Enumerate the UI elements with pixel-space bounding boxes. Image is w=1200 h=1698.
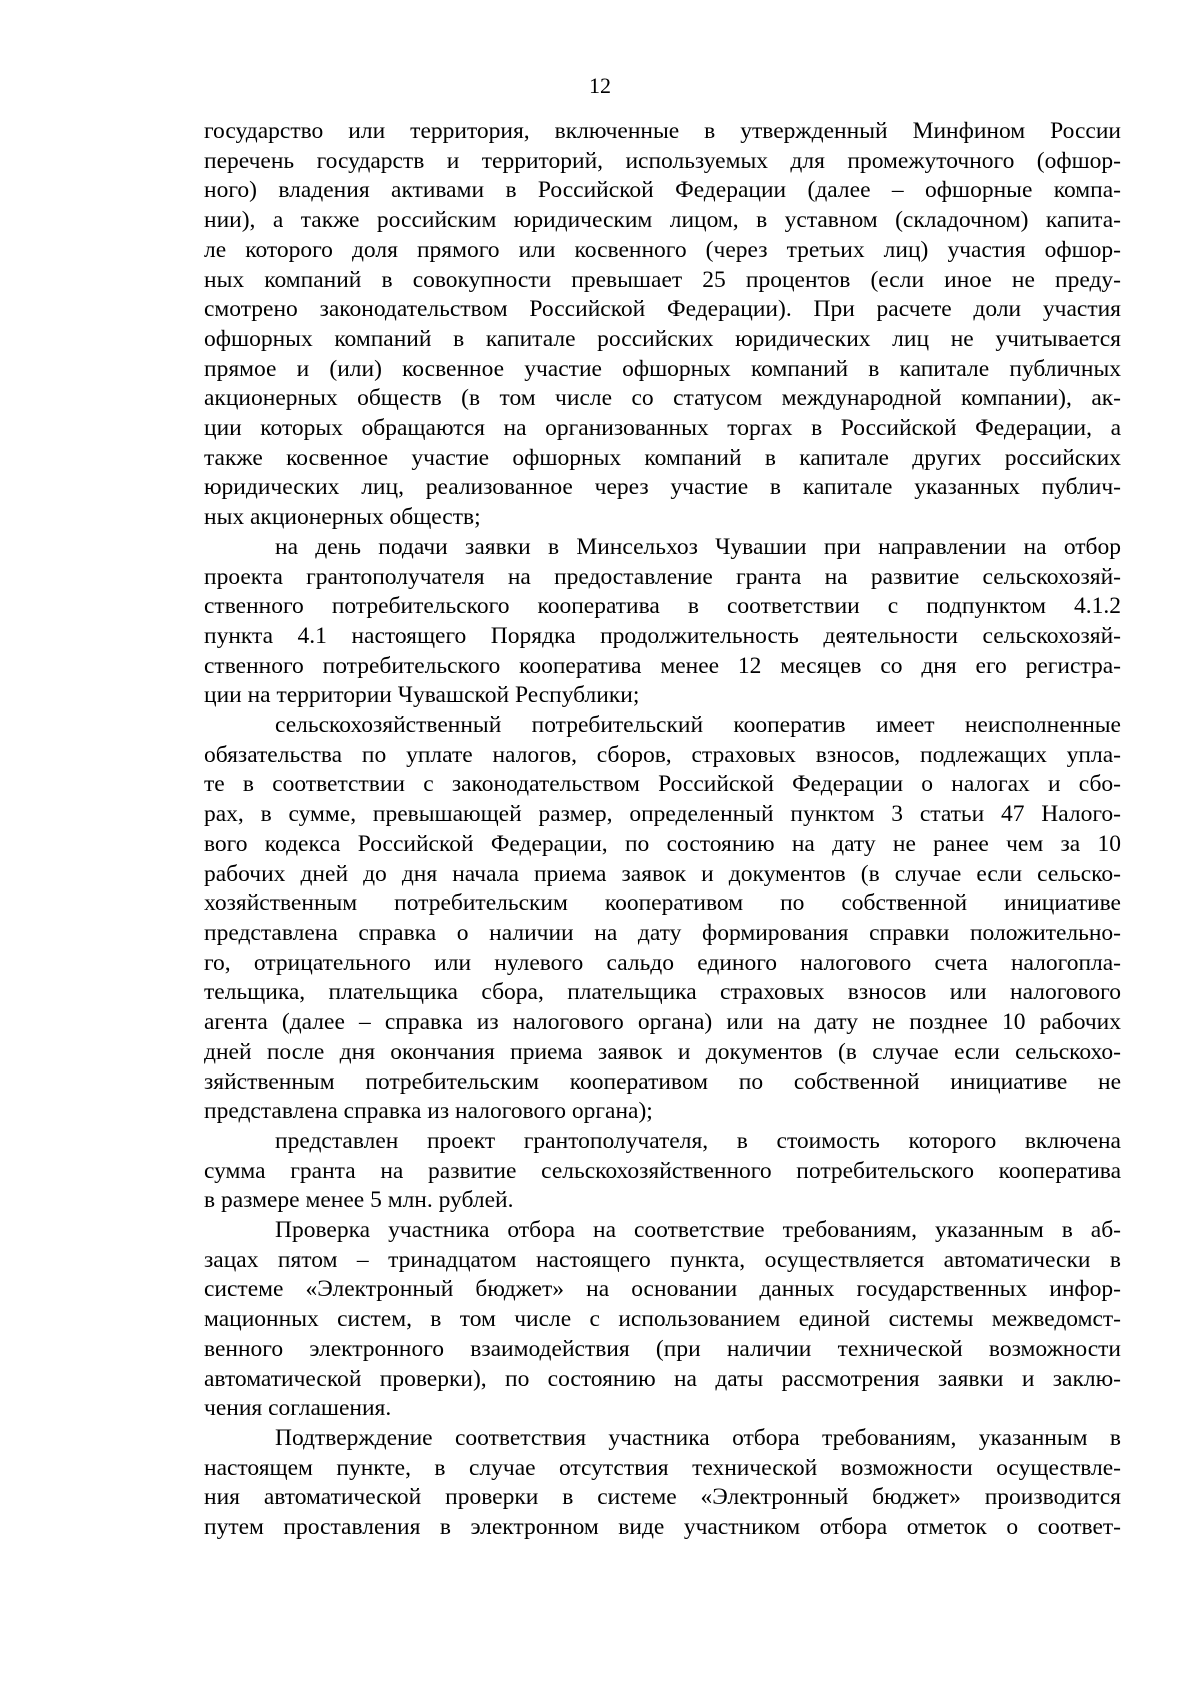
- text-line: проекта грантополучателя на предоставление гранта на развитие сельскохозяй-: [204, 563, 1121, 590]
- text-line: нии), а также российским юридическим лицом, в уставном (складочном) капита-: [204, 207, 1121, 234]
- text-line: хозяйственным потребительским кооперативом по собственной инициативе: [204, 890, 1121, 917]
- text-line: чения соглашения.: [204, 1395, 392, 1422]
- document-body: [204, 117, 1121, 1543]
- text-line: венного электронного взаимодействия (при наличии технической возможности: [204, 1335, 1121, 1362]
- text-line: мационных систем, в том числе с использованием единой системы межведомст-: [204, 1306, 1121, 1333]
- text-line: дней после дня окончания приема заявок и документов (в случае если сельскохо-: [204, 1038, 1121, 1065]
- text-line: в размере менее 5 млн. рублей.: [204, 1187, 514, 1214]
- text-line: тельщика, плательщика сбора, плательщика страховых взносов или налогового: [204, 979, 1121, 1006]
- paragraph: [204, 533, 1121, 711]
- text-line: вого кодекса Российской Федерации, по состоянию на дату не ранее чем за 10: [204, 830, 1121, 857]
- text-line: представлена справка о наличии на дату формирования справки положительно-: [204, 919, 1121, 946]
- text-line: представлен проект грантополучателя, в стоимость которого включена: [275, 1127, 1121, 1154]
- text-line: агента (далее – справка из налогового органа) или на дату не позднее 10 рабочих: [204, 1009, 1121, 1036]
- text-line: ного) владения активами в Российской Федерации (далее – офшорные компа-: [204, 177, 1121, 204]
- text-line: ния автоматической проверки в системе «Электронный бюджет» производится: [204, 1484, 1121, 1511]
- text-line: рах, в сумме, превышающей размер, определенный пунктом 3 статьи 47 Налого-: [204, 801, 1121, 828]
- text-line: ственного потребительского кооператива в соответствии с подпунктом 4.1.2: [204, 593, 1121, 620]
- text-line: зяйственным потребительским кооперативом по собственной инициативе не: [204, 1068, 1121, 1095]
- text-line: государство или территория, включенные в утвержденный Минфином России: [204, 118, 1121, 144]
- text-line: ле которого доля прямого или косвенного (через третьих лиц) участия офшор-: [204, 236, 1121, 263]
- paragraph: [204, 117, 1121, 533]
- paragraph: [204, 1424, 1121, 1543]
- text-line: зацах пятом – тринадцатом настоящего пункта, осуществляется автоматически в: [204, 1246, 1121, 1273]
- text-line: сумма гранта на развитие сельскохозяйственного потребительского кооператива: [204, 1157, 1121, 1184]
- text-line: смотрено законодательством Российской Федерации). При расчете доли участия: [204, 296, 1121, 323]
- text-line: Подтверждение соответствия участника отбора требованиям, указанным в: [275, 1424, 1121, 1451]
- text-line: ственного потребительского кооператива менее 12 месяцев со дня его регистра-: [204, 652, 1121, 679]
- text-line: пункта 4.1 настоящего Порядка продолжительность деятельности сельскохозяй-: [204, 622, 1121, 649]
- text-line: ции которых обращаются на организованных торгах в Российской Федерации, а: [204, 415, 1121, 442]
- paragraph: [204, 1216, 1121, 1424]
- text-line: также косвенное участие офшорных компаний в капитале других российских: [204, 444, 1121, 471]
- text-line: путем проставления в электронном виде участником отбора отметок о соответ-: [204, 1514, 1121, 1541]
- text-line: ных компаний в совокупности превышает 25 процентов (если иное не преду-: [204, 266, 1121, 293]
- text-line: на день подачи заявки в Минсельхоз Чувашии при направлении на отбор: [275, 533, 1121, 560]
- text-line: обязательства по уплате налогов, сборов, страховых взносов, подлежащих упла-: [204, 741, 1121, 768]
- page-number: 12: [589, 73, 611, 98]
- text-line: го, отрицательного или нулевого сальдо единого налогового счета налогопла-: [204, 949, 1121, 976]
- text-line: настоящем пункте, в случае отсутствия технической возможности осуществле-: [204, 1454, 1121, 1481]
- text-line: ных акционерных обществ;: [204, 504, 481, 531]
- text-line: рабочих дней до дня начала приема заявок и документов (в случае если сельско-: [204, 860, 1121, 887]
- text-line: прямое и (или) косвенное участие офшорных компаний в капитале публичных: [204, 355, 1121, 382]
- text-line: перечень государств и территорий, используемых для промежуточного (офшор-: [204, 147, 1121, 174]
- paragraph: [204, 711, 1121, 1127]
- text-line: представлена справка из налогового органа);: [204, 1098, 653, 1125]
- text-line: сельскохозяйственный потребительский кооператив имеет неисполненные: [275, 712, 1121, 739]
- text-line: те в соответствии с законодательством Российской Федерации о налогах и сбо-: [204, 771, 1121, 798]
- text-line: ции на территории Чувашской Республики;: [204, 682, 640, 709]
- text-line: офшорных компаний в капитале российских юридических лиц не учитывается: [204, 325, 1121, 352]
- paragraph: [204, 1127, 1121, 1216]
- text-line: Проверка участника отбора на соответствие требованиям, указанным в аб-: [275, 1217, 1121, 1244]
- text-line: акционерных обществ (в том числе со статусом международной компании), ак-: [204, 385, 1121, 412]
- text-line: системе «Электронный бюджет» на основании данных государственных инфор-: [204, 1276, 1121, 1303]
- text-line: юридических лиц, реализованное через участие в капитале указанных публич-: [204, 474, 1121, 501]
- text-line: автоматической проверки), по состоянию на даты рассмотрения заявки и заклю-: [204, 1365, 1121, 1392]
